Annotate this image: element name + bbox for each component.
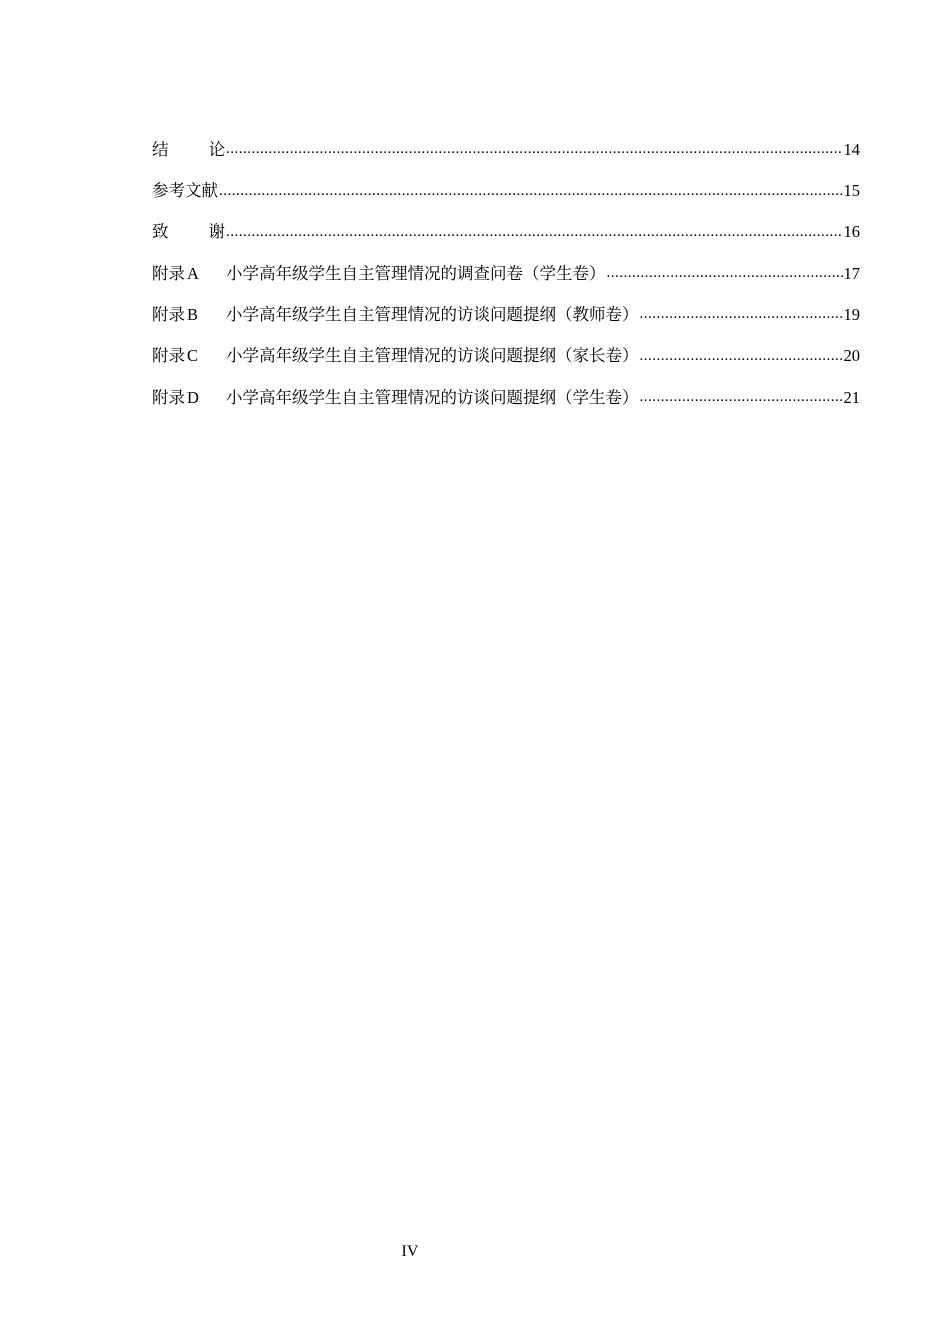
toc-entry-conclusion[interactable] — [152, 117, 860, 158]
dot-leader — [607, 266, 843, 281]
appendix-label: 附录 D — [152, 387, 199, 407]
toc-entry-appendix-a[interactable] — [152, 241, 860, 282]
appendix-title: 小学高年级学生自主管理情况的访谈问题提纲（学生卷） — [226, 387, 639, 407]
toc-entry-appendix-b[interactable] — [152, 282, 860, 323]
table-of-contents — [152, 117, 860, 406]
toc-title-char: 结 — [152, 139, 169, 159]
appendix-label: 附录 A — [152, 263, 199, 283]
toc-entry-title — [152, 139, 225, 159]
footer-page-number: IV — [401, 1243, 419, 1260]
dot-leader — [219, 184, 843, 199]
toc-page-number: 16 — [843, 222, 860, 242]
dot-leader — [640, 390, 843, 405]
appendix-label: 附录 B — [152, 304, 199, 324]
dot-leader — [640, 349, 843, 364]
toc-page-number: 21 — [843, 387, 860, 407]
dot-leader — [226, 142, 843, 157]
toc-page-number: 20 — [843, 346, 860, 366]
toc-entry-title: 参考文献 — [152, 181, 218, 201]
dot-leader — [226, 225, 843, 240]
toc-entry-title — [152, 348, 639, 365]
toc-entry-title — [152, 224, 225, 241]
toc-entry-title — [152, 304, 639, 324]
appendix-title: 小学高年级学生自主管理情况的访谈问题提纲（教师卷） — [226, 304, 639, 324]
toc-title-char: 谢 — [208, 222, 225, 242]
toc-entry-acknowledgements[interactable] — [152, 200, 860, 241]
dot-leader — [640, 307, 843, 322]
toc-entry-appendix-d[interactable] — [152, 365, 860, 406]
toc-page-number: 15 — [843, 181, 860, 201]
toc-title-char: 致 — [152, 222, 169, 242]
toc-entry-appendix-c[interactable] — [152, 323, 860, 364]
toc-entry-title — [152, 263, 606, 283]
appendix-title: 小学高年级学生自主管理情况的调查问卷（学生卷） — [226, 263, 606, 283]
toc-page-number: 17 — [843, 263, 860, 283]
toc-page-number: 14 — [843, 139, 860, 159]
toc-page-number: 19 — [843, 304, 860, 324]
appendix-label: 附录 C — [152, 346, 199, 366]
appendix-title: 小学高年级学生自主管理情况的访谈问题提纲（家长卷） — [226, 346, 639, 366]
toc-title-char: 论 — [208, 139, 225, 159]
toc-entry-references[interactable] — [152, 158, 860, 199]
toc-entry-title — [152, 387, 639, 407]
